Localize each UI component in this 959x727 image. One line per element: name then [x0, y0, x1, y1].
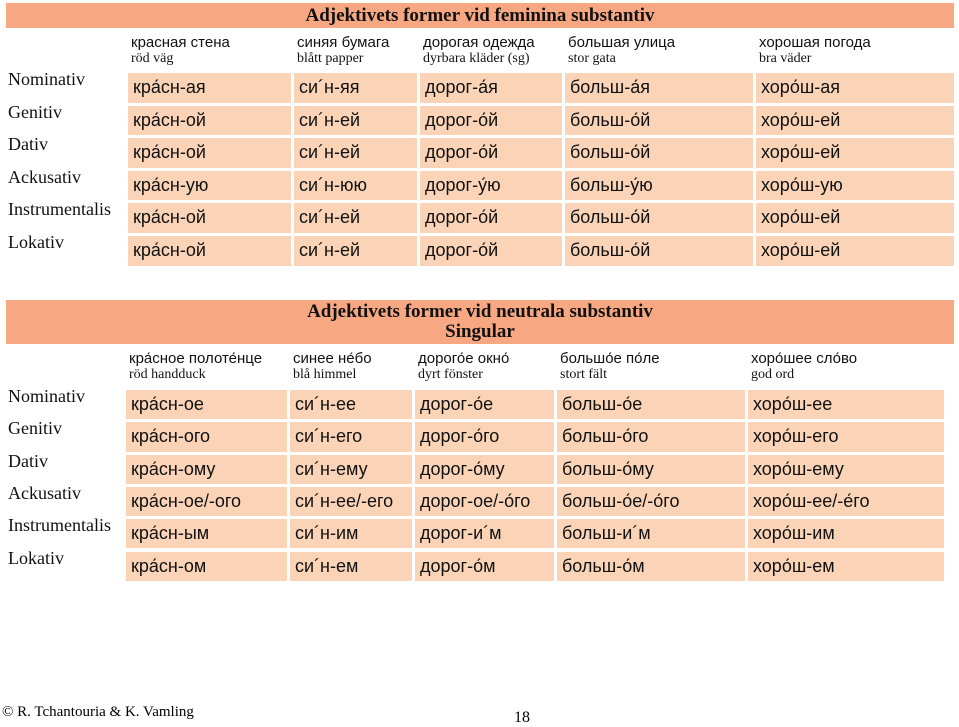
- column-header: [560, 350, 660, 383]
- column-header: [751, 350, 857, 383]
- column-header: [418, 350, 509, 383]
- column-header-russian: хоро́шее сло́во: [751, 350, 858, 367]
- table-cell: хоро́ш-ей: [756, 203, 954, 233]
- table-cell: си´н-его: [290, 422, 412, 451]
- table-cell: хоро́ш-ему: [748, 455, 944, 484]
- table-cell: дорог-о́му: [415, 455, 554, 484]
- case-label: Dativ: [8, 450, 48, 471]
- table-cell: кра́сн-ом: [126, 552, 287, 581]
- page-number: 18: [514, 709, 530, 726]
- column-header-russian: синяя бумага: [297, 34, 390, 51]
- column-header-russian: дорогая одежда: [423, 34, 535, 51]
- table-cell: дорог-а́я: [420, 73, 562, 103]
- case-label: Genitiv: [8, 101, 62, 122]
- table2-title: Adjektivets former vid neutrala substantiv: [307, 301, 653, 322]
- column-header-swedish: bra väder: [759, 51, 812, 66]
- table-cell: кра́сн-ым: [126, 519, 287, 548]
- table-cell: больш-о́го: [557, 422, 745, 451]
- table-cell: больш-о́м: [557, 552, 745, 581]
- table-cell: хоро́ш-ую: [756, 171, 954, 201]
- table-cell: больш-о́й: [565, 236, 753, 266]
- table-cell: си´н-ее/-его: [290, 487, 412, 516]
- column-header-russian: хорошая погода: [759, 34, 871, 51]
- case-label: Genitiv: [8, 418, 62, 439]
- table-cell: си´н-ей: [294, 138, 417, 168]
- table-cell: дорог-о́й: [420, 106, 562, 136]
- case-label: Lokativ: [8, 232, 64, 252]
- case-label: Ackusativ: [8, 166, 81, 187]
- table-cell: кра́сн-ого: [126, 422, 287, 451]
- column-header-russian: синее не́бо: [293, 350, 372, 367]
- table-cell: си´н-ей: [294, 106, 417, 136]
- table-cell: кра́сн-ое: [126, 390, 287, 419]
- table-cell: кра́сн-ому: [126, 455, 287, 484]
- table-cell: си´н-ее: [290, 390, 412, 419]
- table-cell: хоро́ш-ем: [748, 552, 944, 581]
- table-cell: больш-о́е: [557, 390, 745, 419]
- column-header-swedish: dyrbara kläder (sg): [423, 51, 530, 66]
- table-cell: дорог-о́й: [420, 203, 562, 233]
- table-cell: больш-у́ю: [565, 171, 753, 201]
- table-cell: кра́сн-ой: [128, 106, 291, 136]
- case-label: Ackusativ: [8, 482, 81, 503]
- case-label: Dativ: [8, 134, 48, 155]
- table2-subtitle: Singular: [445, 321, 515, 342]
- table-cell: дорог-о́м: [415, 552, 554, 581]
- table-cell: хоро́ш-его: [748, 422, 944, 451]
- table-cell: дорог-и´м: [415, 519, 554, 548]
- case-label: Instrumentalis: [8, 515, 111, 536]
- table-cell: больш-и´м: [557, 519, 745, 548]
- table-cell: кра́сн-ой: [128, 138, 291, 168]
- case-label: Nominativ: [8, 386, 85, 406]
- column-header: [131, 34, 230, 67]
- table2-title-block: [6, 300, 954, 344]
- column-header-swedish: röd väg: [131, 51, 174, 66]
- column-header: [423, 34, 535, 67]
- column-header: [568, 34, 675, 67]
- column-header-swedish: blått papper: [297, 51, 364, 66]
- table-cell: кра́сн-ое/-ого: [126, 487, 287, 516]
- table-cell: си´н-юю: [294, 171, 417, 201]
- table-cell: больш-о́му: [557, 455, 745, 484]
- table-cell: больш-о́й: [565, 138, 753, 168]
- column-header-russian: большая улица: [568, 34, 676, 51]
- table-cell: хоро́ш-ей: [756, 138, 954, 168]
- case-label: Lokativ: [8, 547, 64, 568]
- table-cell: дорог-ое/-о́го: [415, 487, 554, 516]
- table-cell: си´н-ему: [290, 455, 412, 484]
- column-header-russian: большо́е по́ле: [560, 350, 660, 367]
- table-cell: хоро́ш-ее/-е́го: [748, 487, 944, 516]
- table-cell: дорог-о́го: [415, 422, 554, 451]
- table-cell: хоро́ш-ее: [748, 390, 944, 419]
- table-cell: больш-о́й: [565, 106, 753, 136]
- case-label: Instrumentalis: [8, 199, 111, 220]
- table-cell: кра́сн-ая: [128, 73, 291, 103]
- column-header-russian: кра́сное полоте́нце: [129, 350, 263, 367]
- column-header-swedish: stort fält: [560, 367, 608, 382]
- table-cell: хоро́ш-ей: [756, 106, 954, 136]
- column-header-swedish: blå himmel: [293, 367, 357, 382]
- table-cell: хоро́ш-ая: [756, 73, 954, 103]
- table-cell: дорог-у́ю: [420, 171, 562, 201]
- table-cell: хоро́ш-ей: [756, 236, 954, 266]
- table-cell: дорог-о́е: [415, 390, 554, 419]
- table-cell: си´н-ем: [290, 552, 412, 581]
- table-cell: кра́сн-ую: [128, 171, 291, 201]
- table-cell: больш-о́е/-о́го: [557, 487, 745, 516]
- table-cell: дорог-о́й: [420, 236, 562, 266]
- column-header-swedish: stor gata: [568, 51, 616, 66]
- table-cell: больш-о́й: [565, 203, 753, 233]
- table-cell: си´н-им: [290, 519, 412, 548]
- table-cell: си´н-яя: [294, 73, 417, 103]
- table1-title: Adjektivets former vid feminina substantiv: [6, 3, 954, 28]
- table-cell: кра́сн-ой: [128, 203, 291, 233]
- column-header-russian: дорого́е окно́: [418, 350, 510, 367]
- column-header: [293, 350, 372, 383]
- table-cell: кра́сн-ой: [128, 236, 291, 266]
- column-header: [297, 34, 389, 67]
- column-header-swedish: röd handduck: [129, 367, 206, 382]
- table-cell: дорог-о́й: [420, 138, 562, 168]
- column-header-swedish: god ord: [751, 367, 795, 382]
- case-label: Nominativ: [8, 69, 85, 89]
- table-cell: си´н-ей: [294, 236, 417, 266]
- column-header: [759, 34, 871, 67]
- table-cell: хоро́ш-им: [748, 519, 944, 548]
- column-header-swedish: dyrt fönster: [418, 367, 483, 382]
- table-cell: больш-а́я: [565, 73, 753, 103]
- table-cell: си´н-ей: [294, 203, 417, 233]
- column-header: [129, 350, 262, 383]
- copyright-notice: © R. Tchantouria & K. Vamling: [2, 704, 194, 720]
- column-header-russian: красная стена: [131, 34, 230, 51]
